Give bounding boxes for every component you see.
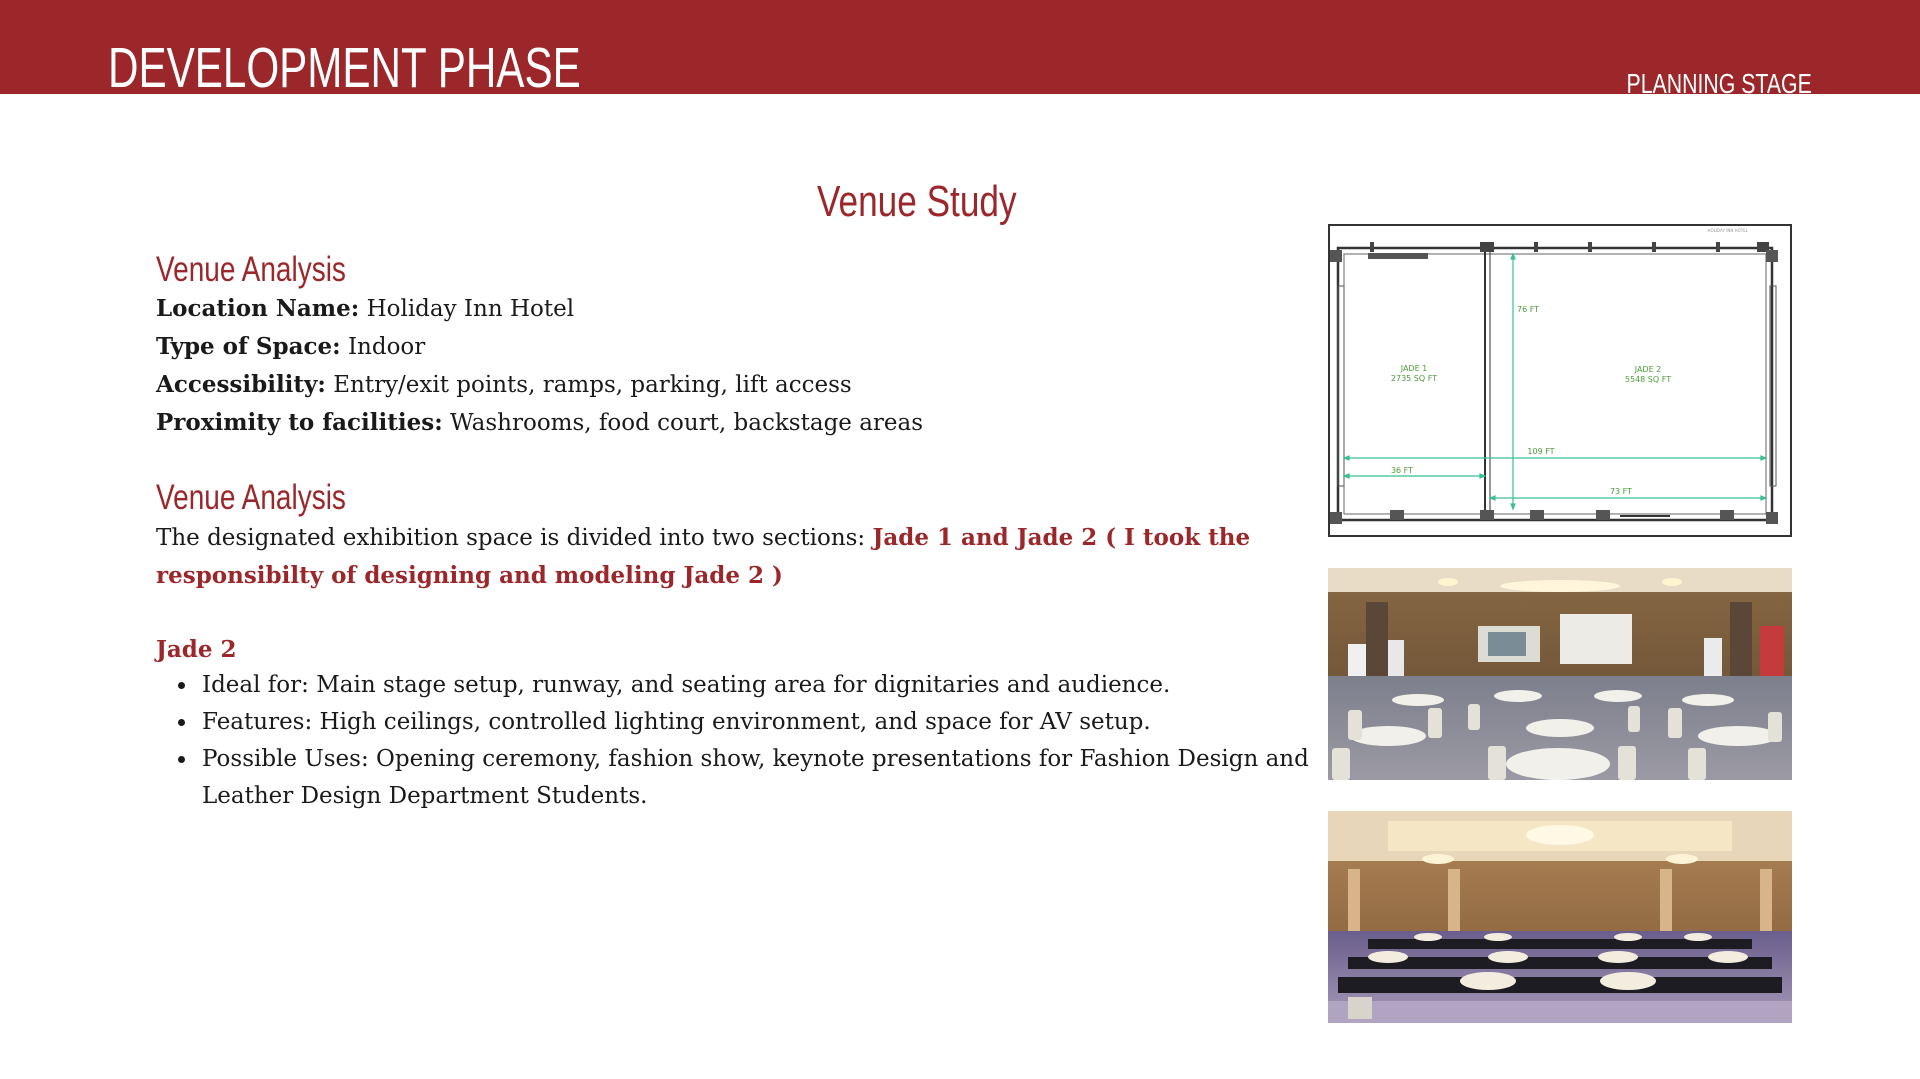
jade1-area: 2735 SQ FT — [1390, 374, 1438, 383]
jade2-bullet-list — [156, 667, 1322, 815]
floor-plan-drawing — [1330, 226, 1790, 535]
bullet-icon — [178, 719, 185, 726]
jade1-name: JADE 1 — [1400, 364, 1428, 373]
ballroom-photo-1-drawing — [1328, 568, 1792, 780]
dimension-jade2-label: 73 FT — [1609, 487, 1633, 496]
stage-label: PLANNING STAGE — [1626, 68, 1812, 99]
dimension-total-label: 109 FT — [1527, 447, 1555, 456]
section-description: The designated exhibition space is divided into two sections: Jade 1 and Jade 2 ( I took the responsibilty of designing and modeling Jade 2 ) — [156, 524, 1251, 589]
jade-responsibility-highlight: Jade 1 and Jade 2 ( I took the responsibilty of designing and modeling Jade 2 ) — [156, 524, 1251, 589]
ballroom-photo-2 — [1328, 811, 1792, 1023]
dimension-height-label: 76 FT — [1517, 305, 1540, 314]
jade2-area: 5548 SQ FT — [1624, 375, 1672, 384]
list-item: Possible Uses: Opening ceremony, fashion show, keynote presentations for Fashion Design and Leather Design Department Students. — [202, 741, 1322, 815]
page-heading: Venue Study — [817, 177, 1017, 226]
list-item: Ideal for: Main stage setup, runway, and seating area for dignitaries and audience. — [202, 667, 1322, 704]
info-line-accessibility: Accessibility: Entry/exit points, ramps, parking, lift access — [156, 371, 852, 398]
info-line-space-type: Type of Space: Indoor — [156, 333, 426, 360]
venue-analysis-heading: Venue Analysis — [156, 250, 346, 289]
ballroom-photo-1 — [1328, 568, 1792, 780]
dimension-jade1-label: 36 FT — [1390, 466, 1414, 475]
info-line-location: Location Name: Holiday Inn Hotel — [156, 295, 575, 322]
bullet-icon — [178, 756, 185, 763]
floor-plan-image — [1328, 224, 1792, 537]
bullet-icon — [178, 682, 185, 689]
hotel-label: HOLIDAY INN HOTEL — [1707, 228, 1748, 233]
jade2-name: JADE 2 — [1634, 365, 1662, 374]
phase-title: DEVELOPMENT PHASE — [108, 36, 581, 100]
info-line-proximity: Proximity to facilities: Washrooms, food court, backstage areas — [156, 409, 924, 436]
venue-analysis-heading-2: Venue Analysis — [156, 478, 346, 517]
venue-info-list — [156, 290, 1276, 442]
ballroom-photo-2-drawing — [1328, 811, 1792, 1023]
jade2-heading: Jade 2 — [156, 636, 237, 663]
list-item: Features: High ceilings, controlled lighting environment, and space for AV setup. — [202, 704, 1322, 741]
